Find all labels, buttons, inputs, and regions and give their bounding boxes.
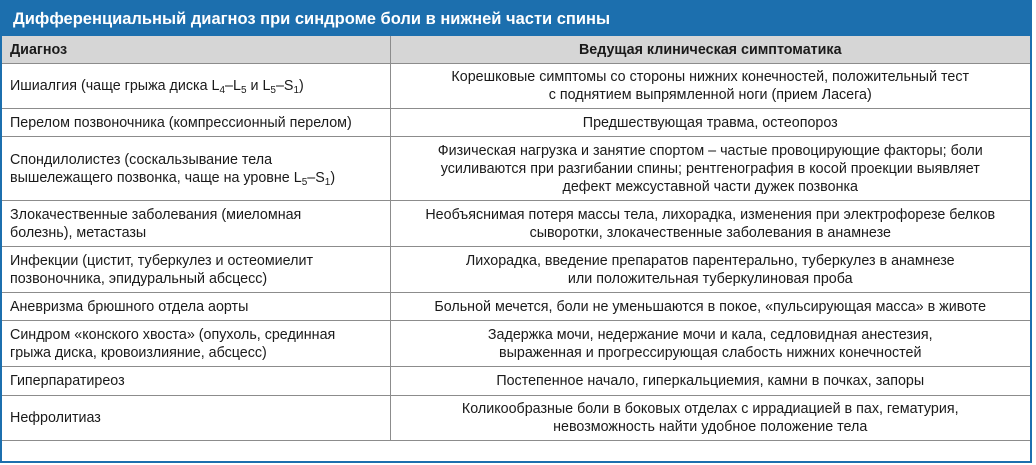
table-row [2,201,1030,247]
table-row [2,396,1030,441]
header-row [2,36,1030,64]
diagnosis-cell: Злокачественные заболевания (миеломная болезнь), метастазы [2,201,390,247]
diagnosis-cell: Перелом позвоночника (компрессионный перелом) [2,109,390,137]
symptoms-cell: Задержка мочи, недержание мочи и кала, седловидная анестезия, выраженная и прогрессирующая слабость нижних конечностей [390,321,1030,367]
diagnosis-cell: Гиперпаратиреоз [2,367,390,396]
table-row [2,137,1030,201]
symptoms-cell: Больной мечется, боли не уменьшаются в покое, «пульсирующая масса» в животе [390,293,1030,321]
symptoms-cell: Необъяснимая потеря массы тела, лихорадка, изменения при электрофорезе белков сыворотки, злокачественные заболевания в анамнезе [390,201,1030,247]
diagnosis-cell: Нефролитиаз [2,396,390,441]
diagnosis-cell: Синдром «конского хвоста» (опухоль, срединная грыжа диска, кровоизлияние, абсцесс) [2,321,390,367]
header-diagnosis: Диагноз [2,36,390,64]
symptoms-cell: Коликообразные боли в боковых отделах с иррадиацией в пах, гематурия, невозможность найти удобное положение тела [390,396,1030,441]
diagnosis-cell: Аневризма брюшного отдела аорты [2,293,390,321]
table-row [2,109,1030,137]
table-row [2,64,1030,109]
table-row [2,247,1030,293]
diagnosis-cell: Спондилолистез (соскальзывание тела вышележащего позвонка, чаще на уровне $L_5-S_1$) [2,137,390,201]
table-title: Дифференциальный диагноз при синдроме боли в нижней части спины [2,2,1030,36]
symptoms-cell: Постепенное начало, гиперкальциемия, камни в почках, запоры [390,367,1030,396]
table-row [2,367,1030,396]
diagnosis-table [2,36,1030,441]
symptoms-cell: Корешковые симптомы со стороны нижних конечностей, положительный тест с поднятием выпрямленной ноги (прием Ласега) [390,64,1030,109]
diagnosis-cell: Ишиалгия (чаще грыжа диска $L_4-L_5$ и $L_5-S_1$) [2,64,390,109]
diagnosis-cell: Инфекции (цистит, туберкулез и остеомиелит позвоночника, эпидуральный абсцесс) [2,247,390,293]
table-row [2,321,1030,367]
symptoms-cell: Лихорадка, введение препаратов парентерально, туберкулез в анамнезе или положительная туберкулиновая проба [390,247,1030,293]
symptoms-cell: Физическая нагрузка и занятие спортом – частые провоцирующие факторы; боли усиливаются при разгибании спины; рентгенография в косой проекции выявляет дефект межсуставной части дужек позвонка [390,137,1030,201]
header-symptoms: Ведущая клиническая симптоматика [390,36,1030,64]
table-row [2,293,1030,321]
symptoms-cell: Предшествующая травма, остеопороз [390,109,1030,137]
